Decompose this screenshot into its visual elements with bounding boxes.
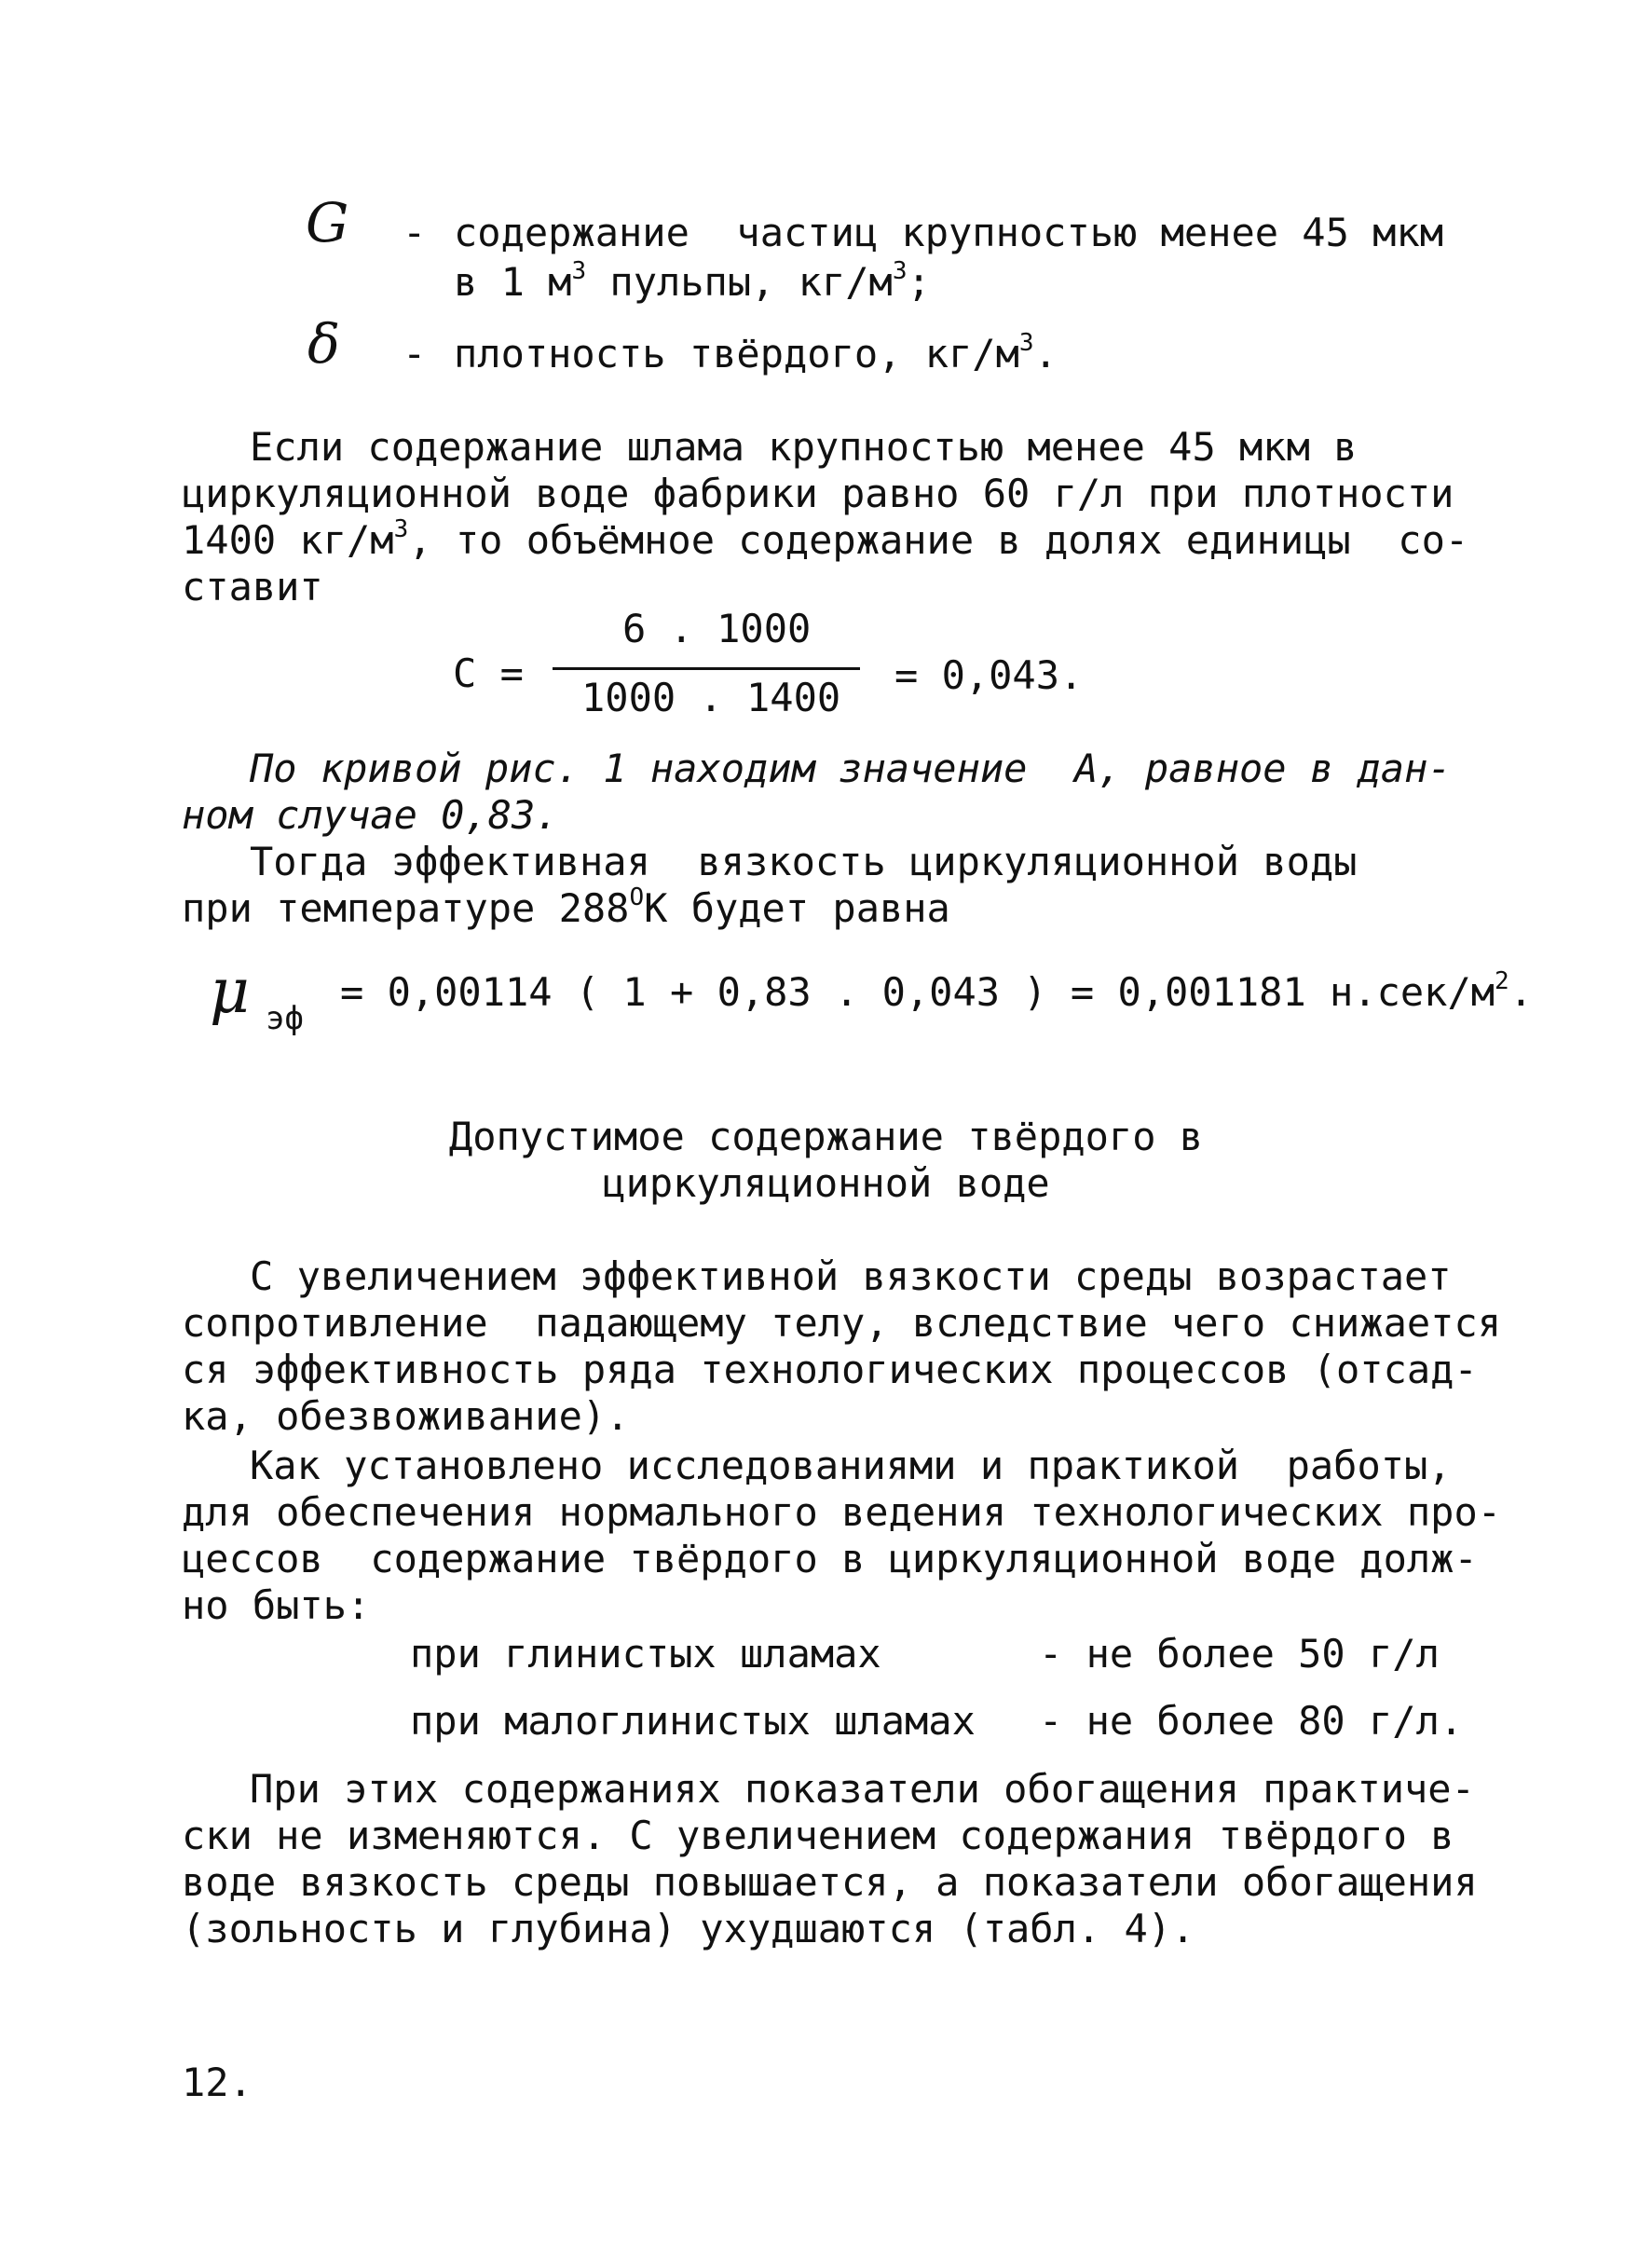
paragraph-4-line: ся эффективность ряда технологических процессов (отсад- xyxy=(182,1347,1478,1392)
section-heading-line2: циркуляционной воде xyxy=(602,1160,1050,1206)
formula-denominator: 1000 . 1400 xyxy=(581,675,841,720)
definition-delta: плотность твёрдого, $кг/м^3$. xyxy=(454,328,1058,376)
paragraph-4-line: С увеличением эффективной вязкости среды возрастает xyxy=(250,1253,1452,1299)
definition-g-line2: в 1 $м^3$ пульпы, $кг/м^3$; xyxy=(454,256,931,305)
paragraph-3-line: Тогда эффективная вязкость циркуляционной воды xyxy=(250,839,1358,884)
paragraph-6-line: (зольность и глубина) ухудшаются (табл. 4). xyxy=(182,1906,1195,1951)
mu-symbol: μ xyxy=(210,955,250,1027)
formula-lhs: C = xyxy=(453,650,524,696)
formula-result: = 0,043. xyxy=(894,652,1084,698)
mu-subscript: эф xyxy=(266,1000,304,1037)
paragraph-6-line: воде вязкость среды повышается, а показатели обогащения xyxy=(182,1859,1478,1905)
formula-viscosity: = 0,00114 ( 1 + 0,83 . 0,043 ) = 0,001181 $н.сек/м^2$. xyxy=(340,966,1534,1015)
limit-condition: при глинистых шламах xyxy=(410,1631,881,1677)
limit-condition: при малоглинистых шламах xyxy=(410,1698,976,1744)
paragraph-5-line: для обеспечения нормального ведения технологических про- xyxy=(182,1489,1502,1535)
page-number: 12. xyxy=(182,2060,253,2105)
paragraph-5-line: цессов содержание твёрдого в циркуляционной воде долж- xyxy=(182,1536,1478,1581)
symbol-g: G xyxy=(306,191,349,254)
paragraph-5-line: Как установлено исследованиями и практикой работы, xyxy=(250,1443,1452,1488)
paragraph-5-line: но быть: xyxy=(182,1582,371,1628)
paragraph-1-line: ставит xyxy=(182,564,323,609)
limit-value: - не более 80 г/л. xyxy=(1039,1698,1464,1744)
paragraph-1-line: циркуляционной воде фабрики равно 60 г/л при плотности xyxy=(182,471,1454,516)
section-heading-line1: Допустимое содержание твёрдого в xyxy=(448,1114,1204,1159)
paragraph-1-line: Если содержание шлама крупностью менее 45 мкм в xyxy=(250,424,1358,470)
formula-numerator: 6 . 1000 xyxy=(622,606,812,651)
paragraph-6-line: При этих содержаниях показатели обогащения практиче- xyxy=(250,1766,1475,1812)
limit-value: - не более 50 г/л xyxy=(1039,1631,1440,1677)
paragraph-2-line: По кривой рис. 1 находим значение А, равное в дан- xyxy=(250,746,1452,791)
fraction-bar xyxy=(553,667,860,670)
definition-g-line1: содержание частиц крупностью менее 45 мкм xyxy=(454,210,1444,255)
paragraph-2-line: ном случае 0,83. xyxy=(182,792,559,838)
paragraph-1-line: 1400 $кг/м^3$, то объёмное содержание в долях единицы со- xyxy=(182,514,1469,563)
symbol-delta: δ xyxy=(307,312,340,376)
paragraph-6-line: ски не изменяются. С увеличением содержания твёрдого в xyxy=(182,1813,1454,1858)
paragraph-3-line: при температуре $288^OК$ будет равна xyxy=(182,883,950,931)
definition-dash: - xyxy=(403,331,427,376)
paragraph-4-line: ка, обезвоживание). xyxy=(182,1393,630,1439)
definition-dash: - xyxy=(403,210,427,255)
paragraph-4-line: сопротивление падающему телу, вследствие чего снижается xyxy=(182,1300,1502,1346)
